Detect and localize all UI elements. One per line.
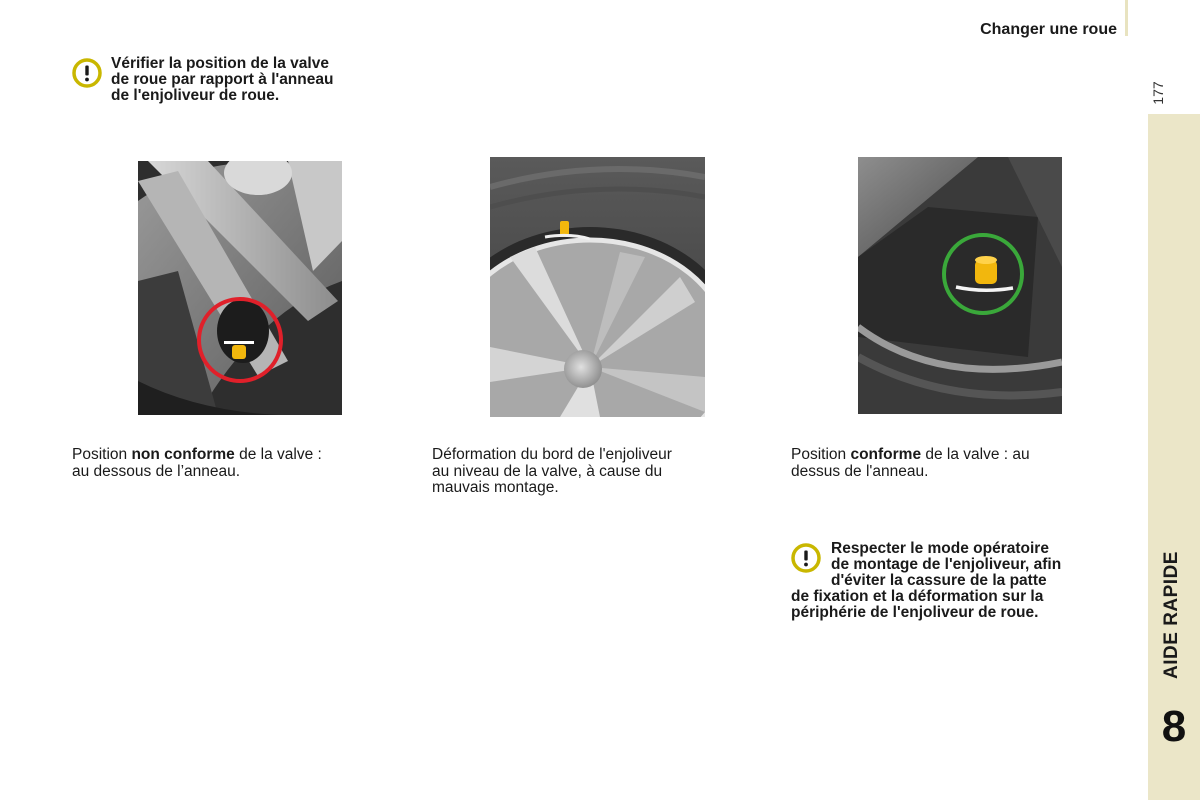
caption-deformation bbox=[432, 447, 672, 497]
caption-non-conforme bbox=[72, 447, 322, 480]
note-bottom-line: d'éviter la cassure de la patte bbox=[831, 572, 1047, 589]
note-top-line: Vérifier la position de la valve bbox=[111, 55, 329, 72]
caption-emphasis: conforme bbox=[850, 446, 922, 463]
photo-valve-conforme bbox=[858, 157, 1062, 414]
header-divider bbox=[1125, 0, 1128, 36]
chapter-tab-label: AIDE RAPIDE bbox=[1161, 551, 1182, 679]
note-top-text bbox=[111, 56, 333, 104]
note-top-line: de l'enjoliveur de roue. bbox=[111, 87, 280, 104]
page-number: 177 bbox=[1150, 81, 1166, 105]
caption-text: au niveau de la valve, à cause du bbox=[432, 462, 663, 480]
caption-text: Position bbox=[791, 446, 851, 463]
note-bottom-text bbox=[791, 589, 1043, 621]
note-bottom-line: de fixation et la déformation sur la bbox=[791, 588, 1044, 605]
note-bottom-line: périphérie de l'enjoliveur de roue. bbox=[791, 604, 1039, 621]
caption-conforme bbox=[791, 447, 1030, 480]
caption-text: Position bbox=[72, 446, 132, 463]
photo-valve-non-conforme bbox=[138, 161, 342, 415]
warning-exclamation-icon bbox=[72, 58, 102, 88]
caption-text: Déformation du bord de l'enjoliveur bbox=[432, 446, 672, 463]
page-header-title: Changer une roue bbox=[980, 21, 1117, 38]
chapter-number: 8 bbox=[1161, 702, 1187, 751]
note-bottom-text-indented bbox=[831, 541, 1061, 589]
caption-emphasis: non conforme bbox=[131, 446, 235, 463]
caption-text: au dessous de l’anneau. bbox=[72, 462, 241, 480]
caption-text: de la valve : bbox=[234, 446, 322, 463]
caption-text: dessus de l'anneau. bbox=[791, 462, 929, 480]
caption-text: mauvais montage. bbox=[432, 479, 559, 496]
note-top-line: de roue par rapport à l'anneau bbox=[111, 71, 334, 88]
chapter-side-tab bbox=[1148, 114, 1200, 800]
note-bottom-line: Respecter le mode opératoire bbox=[831, 540, 1049, 557]
caption-text: de la valve : au bbox=[921, 446, 1030, 463]
note-bottom-line: de montage de l'enjoliveur, afin bbox=[831, 556, 1062, 573]
photo-enjoliveur-deformation bbox=[490, 157, 705, 417]
warning-exclamation-icon bbox=[791, 543, 821, 573]
